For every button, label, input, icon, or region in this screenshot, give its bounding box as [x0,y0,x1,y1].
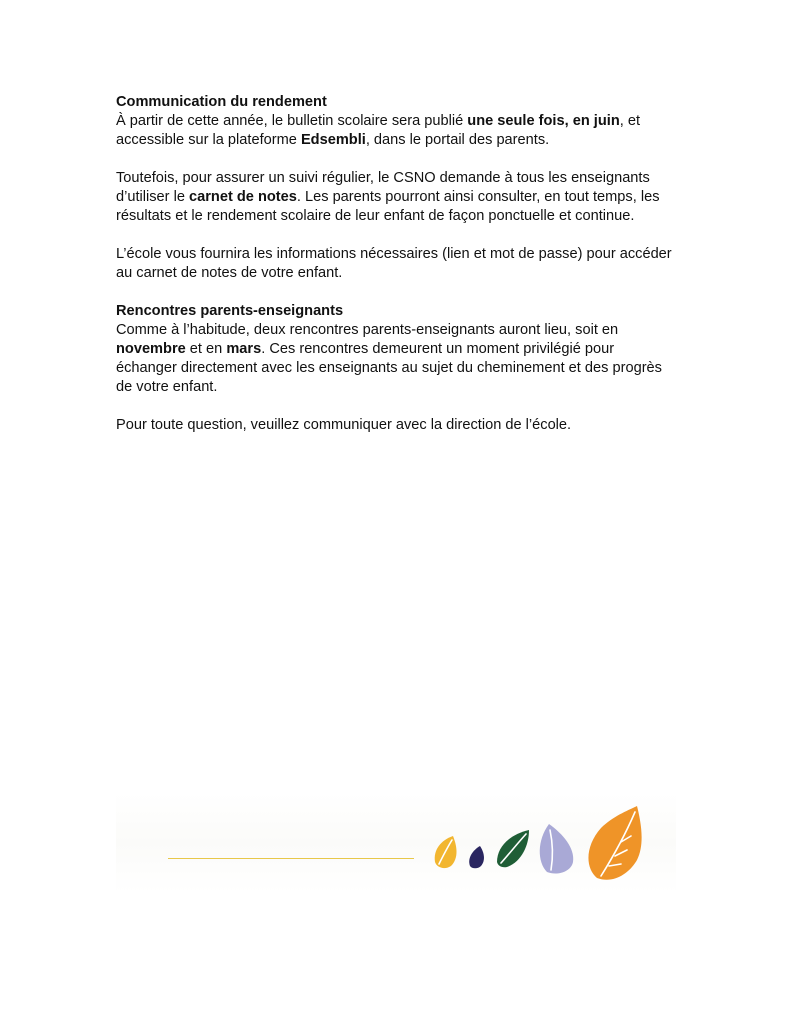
text-run: . Ces rencontres demeurent un moment privilégié pour échanger directement avec les enseignants au sujet du cheminement et des progrès de votre enfant. [116,341,662,395]
text-run: . Les parents pourront ainsi consulter, en tout temps, les résultats et le rendement scolaire de leur enfant de façon ponctuelle et continue. [116,189,660,224]
text-run: Toutefois, pour assurer un suivi régulier, le CSNO demande à tous les enseignants d’utiliser le [116,170,650,205]
paragraph-bulletin [116,112,676,150]
section-title-rencontres: Rencontres parents-enseignants [116,303,344,319]
bold-text-edsembli: Edsembli [300,132,366,148]
bold-text-mars: mars [226,341,262,357]
lavender-leaf-icon [540,824,573,874]
footer-divider-line [168,858,414,859]
text-run: À partir de cette année, le bulletin scolaire sera publié [116,113,468,129]
text-run: Comme à l’habitude, deux rencontres parents-enseignants auront lieu, soit en [116,322,619,338]
paragraph-rencontres [116,321,676,397]
text-run: , et accessible sur la plateforme [116,113,641,148]
bold-text-juin: une seule fois, en juin [467,113,620,129]
navy-leaf-icon [469,846,484,868]
section-title-rendement: Communication du rendement [116,94,327,110]
text-run: et en [185,341,227,357]
bold-text-novembre: novembre [116,341,186,357]
leaves-logo-icon [425,800,655,890]
bold-text-carnet: carnet de notes [189,189,297,205]
text-run: , dans le portail des parents. [365,132,550,148]
paragraph-informations: L’école vous fournira les informations nécessaires (lien et mot de passe) pour accéder au carnet de notes de votre enfant. [116,246,672,281]
document-body [116,93,676,435]
paragraph-question: Pour toute question, veuillez communiquer avec la direction de l’école. [116,417,572,433]
paragraph-carnet [116,169,676,226]
